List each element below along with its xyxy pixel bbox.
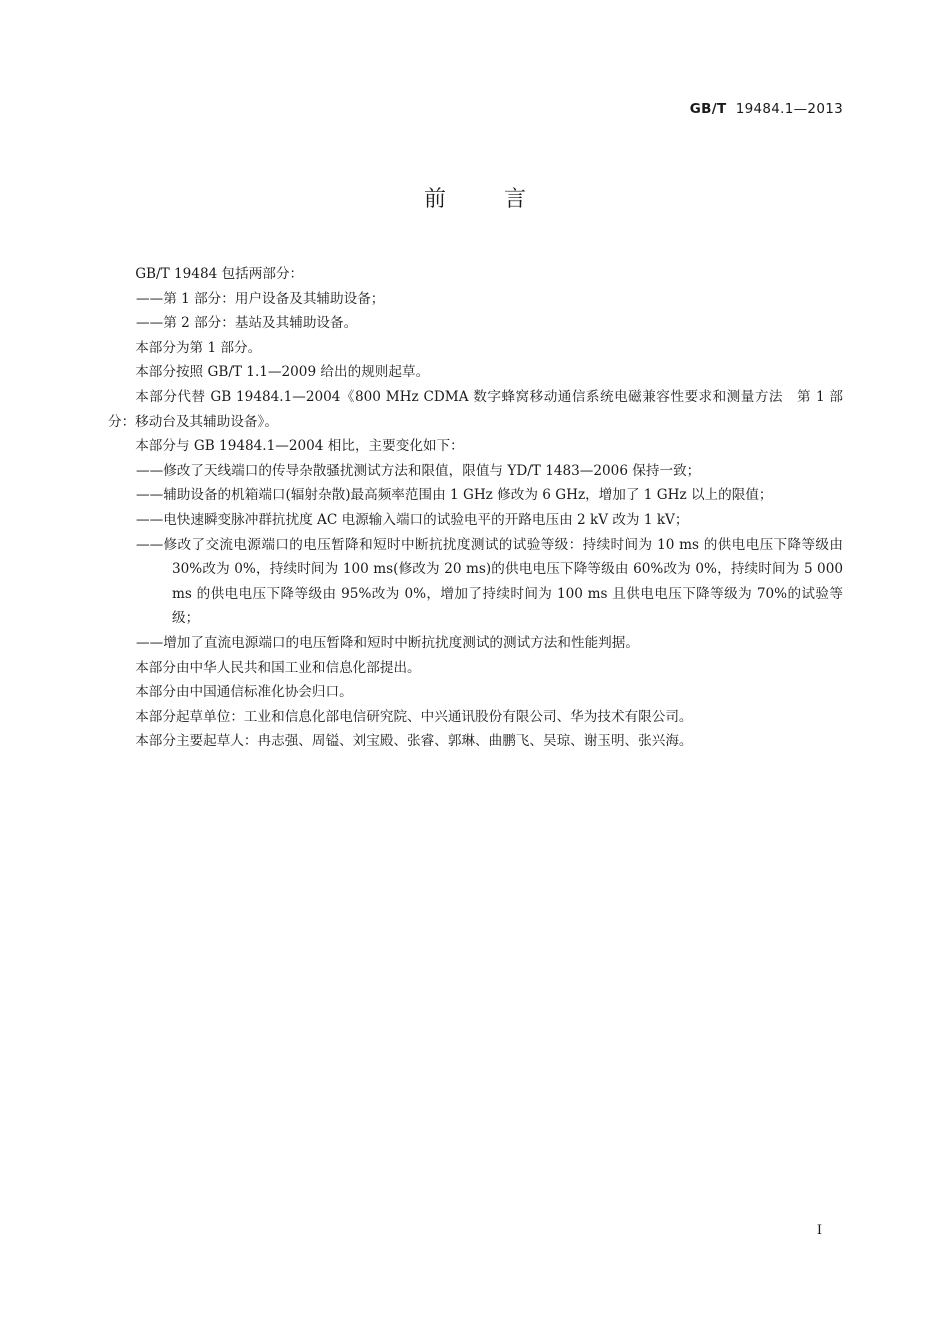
paragraph: 本部分主要起草人：冉志强、周镒、刘宝殿、张睿、郭琳、曲鹏飞、吴琼、谢玉明、张兴海。 bbox=[135, 733, 693, 750]
foreword-body bbox=[108, 262, 843, 754]
standard-prefix: GB/T bbox=[689, 101, 727, 117]
paragraph: 本部分起草单位：工业和信息化部电信研究院、中兴通讯股份有限公司、华为技术有限公司。 bbox=[135, 708, 693, 725]
paragraph: GB/T 19484 包括两部分： bbox=[135, 266, 304, 282]
list-item: ——修改了交流电源端口的电压暂降和短时中断抗扰度测试的试验等级：持续时间为 10 ms 的供电电压下降等级由 30%改为 0%，持续时间为 100 ms(修改为 20 ms)的供电电压下降等级由 60%改为 0%，持续时间为 5 000 ms 的供电电压下降等级由 95%改为 0%，增加了持续时间为 100 ms 且供电电压下降等级为 70%的试验等级； bbox=[136, 536, 843, 627]
page-number: I bbox=[816, 1223, 822, 1238]
paragraph: 本部分代替 GB 19484.1—2004《800 MHz CDMA 数字蜂窝移动通信系统电磁兼容性要求和测量方法 第 1 部分：移动台及其辅助设备》。 bbox=[108, 388, 843, 430]
list-item: ——增加了直流电源端口的电压暂降和短时中断抗扰度测试的测试方法和性能判据。 bbox=[136, 634, 639, 651]
list-item: ——第 1 部分：用户设备及其辅助设备； bbox=[136, 290, 385, 307]
title-char: 前 bbox=[423, 187, 446, 212]
page-title bbox=[0, 182, 950, 213]
paragraph: 本部分为第 1 部分。 bbox=[135, 339, 262, 356]
title-char: 言 bbox=[504, 187, 527, 212]
paragraph: 本部分由中华人民共和国工业和信息化部提出。 bbox=[135, 659, 421, 676]
paragraph: 本部分由中国通信标准化协会归口。 bbox=[135, 684, 353, 701]
paragraph: 本部分与 GB 19484.1—2004 相比，主要变化如下： bbox=[135, 438, 464, 455]
list-item: ——电快速瞬变脉冲群抗扰度 AC 电源输入端口的试验电平的开路电压由 2 kV 改为 1 kV； bbox=[136, 511, 689, 528]
list-item: ——辅助设备的机箱端口(辐射杂散)最高频率范围由 1 GHz 修改为 6 GHz，增加了 1 GHz 以上的限值； bbox=[136, 487, 773, 504]
standard-number bbox=[690, 101, 843, 117]
list-item: ——修改了天线端口的传导杂散骚扰测试方法和限值，限值与 YD/T 1483—2006 保持一致； bbox=[136, 462, 701, 479]
standard-code: 19484.1—2013 bbox=[735, 101, 843, 117]
list-item: ——第 2 部分：基站及其辅助设备。 bbox=[136, 315, 358, 332]
paragraph: 本部分按照 GB/T 1.1—2009 给出的规则起草。 bbox=[135, 364, 430, 381]
